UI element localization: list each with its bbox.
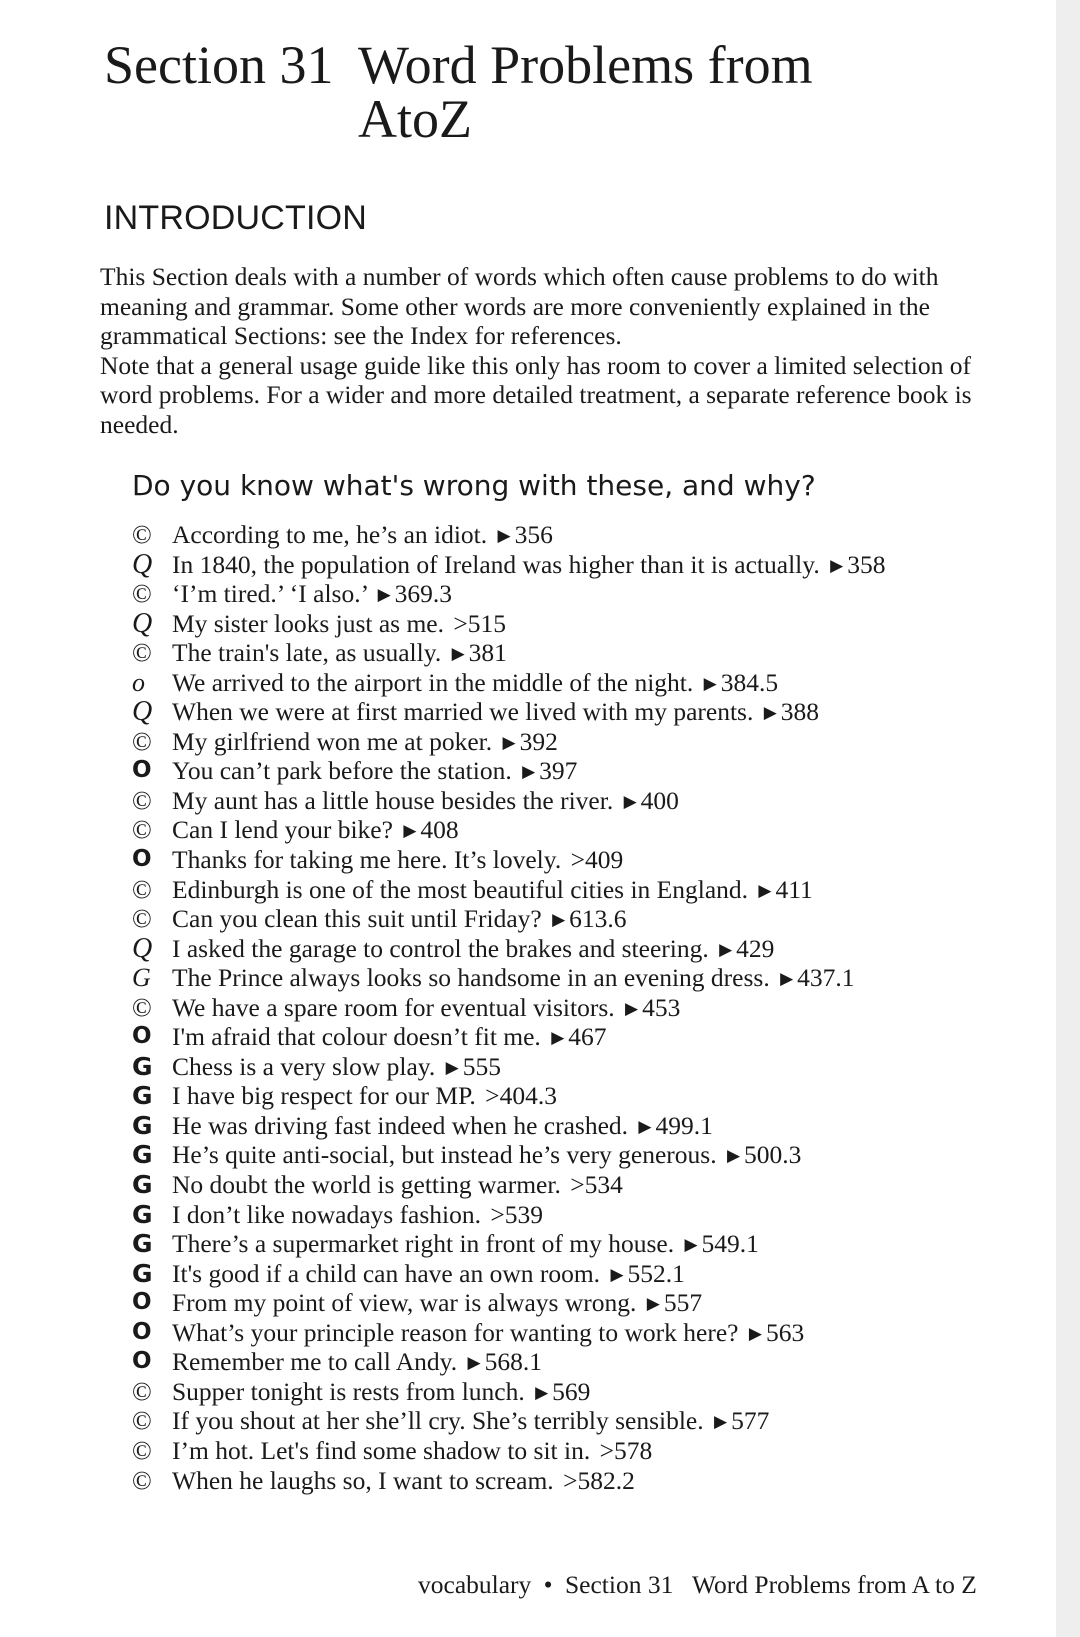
quiz-item-sentence: I’m hot. Let's find some shadow to sit in. — [172, 1435, 597, 1465]
quiz-item-reference: 500.3 — [744, 1140, 802, 1170]
quiz-item — [132, 1466, 885, 1496]
quiz-item — [132, 1347, 885, 1377]
quiz-item — [132, 993, 885, 1023]
quiz-item-sentence: I don’t like nowadays fashion. — [172, 1199, 488, 1229]
quiz-item-reference: 499.1 — [655, 1110, 713, 1140]
section-title-line-1: Word Problems from — [358, 35, 813, 95]
quiz-item-mark: Q — [132, 932, 153, 964]
pointer-triangle-icon: ▶ — [713, 1412, 728, 1432]
quiz-item-mark: © — [132, 1406, 152, 1436]
quiz-item-mark: G — [132, 1170, 153, 1200]
quiz-item-mark: © — [132, 992, 152, 1022]
quiz-item-mark: O — [132, 1023, 152, 1050]
quiz-item-sentence: We arrived to the airport in the middle of the night. — [172, 667, 700, 697]
quiz-item-sentence: Remember me to call Andy. — [172, 1347, 464, 1377]
quiz-item-mark: © — [132, 520, 152, 549]
quiz-item — [132, 934, 885, 964]
quiz-item — [132, 1259, 885, 1289]
quiz-item-reference: 384.5 — [720, 667, 779, 697]
quiz-item — [132, 520, 885, 550]
quiz-item — [132, 579, 885, 609]
quiz-item-mark: © — [132, 579, 152, 609]
quiz-item-mark: G — [132, 1229, 153, 1259]
quiz-item-reference: 568.1 — [484, 1347, 542, 1377]
quiz-item-sentence: There’s a supermarket right in front of my house. — [172, 1229, 681, 1259]
quiz-item-sentence: I asked the garage to control the brakes and steering. — [172, 933, 716, 963]
quiz-item-sentence: You can’t park before the station. — [172, 756, 519, 786]
quiz-item-reference: 613.6 — [569, 904, 627, 934]
section-title-line-2: AtoZ — [358, 89, 472, 149]
quiz-item-sentence: In 1840, the population of Ireland was higher than it is actually. — [172, 549, 827, 579]
quiz-item — [132, 1288, 885, 1318]
pointer-triangle-icon: ▶ — [445, 1057, 459, 1077]
section-number: Section 31 — [104, 35, 334, 95]
quiz-item-reference: 582.2 — [577, 1465, 635, 1495]
quiz-item-mark: Q — [132, 696, 153, 728]
quiz-item-mark: © — [132, 726, 152, 756]
quiz-item-sentence: He’s quite anti-social, but instead he’s very generous. — [172, 1140, 723, 1170]
footer-category: vocabulary — [418, 1570, 532, 1599]
quiz-item-mark: G — [132, 1110, 153, 1140]
pointer-triangle-icon: ▶ — [623, 791, 637, 811]
quiz-list — [132, 520, 885, 1495]
quiz-item — [132, 815, 885, 845]
pointer-arrow-icon: > — [485, 1081, 500, 1111]
page-footer — [418, 1570, 977, 1600]
quiz-item-sentence: What’s your principle reason for wanting to work here? — [172, 1317, 745, 1347]
quiz-heading: Do you know what's wrong with these, and why? — [132, 469, 816, 502]
pointer-triangle-icon: ▶ — [551, 1028, 565, 1048]
quiz-item — [132, 1377, 885, 1407]
quiz-item-reference: 577 — [731, 1406, 770, 1436]
quiz-item-reference: 539 — [504, 1199, 544, 1229]
quiz-item-reference: 534 — [584, 1170, 623, 1200]
quiz-item-reference: 356 — [514, 520, 553, 549]
quiz-item-reference: 555 — [462, 1051, 501, 1081]
pointer-triangle-icon: ▶ — [726, 1146, 741, 1166]
quiz-item-sentence: I'm afraid that colour doesn’t fit me. — [172, 1022, 548, 1052]
pointer-triangle-icon: ▶ — [451, 644, 465, 664]
quiz-item-mark: O — [132, 757, 152, 784]
quiz-item-reference: 408 — [420, 815, 459, 845]
quiz-item — [132, 1318, 885, 1348]
quiz-item-mark: G — [132, 1140, 153, 1170]
quiz-item-mark: © — [132, 1465, 152, 1495]
pointer-triangle-icon: ▶ — [625, 998, 639, 1018]
quiz-item-mark: Q — [132, 548, 153, 580]
quiz-item — [132, 1140, 885, 1170]
quiz-item-sentence: From my point of view, war is always wrong. — [172, 1288, 643, 1318]
pointer-triangle-icon: ▶ — [830, 555, 844, 575]
pointer-triangle-icon: ▶ — [377, 585, 391, 605]
quiz-item — [132, 638, 885, 668]
quiz-item-sentence: If you shout at her she’ll cry. She’s terribly sensible. — [172, 1406, 710, 1436]
footer-separator: • — [543, 1570, 553, 1599]
quiz-item-mark: G — [132, 1081, 153, 1111]
quiz-item-sentence: When we were at first married we lived with my parents. — [172, 697, 760, 727]
pointer-triangle-icon: ▶ — [646, 1294, 660, 1314]
quiz-item-mark: © — [132, 1376, 152, 1406]
quiz-item-mark: © — [132, 638, 152, 668]
footer-section: Section 31 — [564, 1570, 674, 1599]
pointer-arrow-icon: > — [490, 1199, 505, 1229]
quiz-item-mark: © — [132, 874, 152, 904]
pointer-triangle-icon: ▶ — [610, 1264, 624, 1284]
quiz-item — [132, 904, 885, 934]
quiz-item-reference: 411 — [775, 874, 813, 904]
pointer-triangle-icon: ▶ — [684, 1235, 698, 1255]
quiz-item-sentence: I have big respect for our MP. — [172, 1081, 483, 1111]
pointer-triangle-icon: ▶ — [758, 880, 772, 900]
pointer-arrow-icon: > — [563, 1465, 578, 1495]
quiz-item-reference: 578 — [614, 1435, 653, 1465]
footer-title: Word Problems from A to Z — [692, 1570, 977, 1599]
introduction-paragraph-2: Note that a general usage guide like this only has room to cover a limited selection of word problems. For a wider and more detailed treatment, a separate reference book is needed. — [100, 350, 972, 439]
quiz-item — [132, 609, 885, 639]
scrollbar[interactable] — [1056, 0, 1080, 1637]
quiz-item-sentence: Supper tonight is rests from lunch. — [172, 1376, 532, 1406]
quiz-item — [132, 963, 885, 993]
quiz-item-sentence: The train's late, as usually. — [172, 638, 448, 668]
quiz-item-sentence: It's good if a child can have an own room. — [172, 1258, 607, 1288]
pointer-triangle-icon: ▶ — [535, 1382, 549, 1402]
quiz-item-sentence: Thanks for taking me here. It’s lovely. — [172, 845, 568, 875]
quiz-item-reference: 397 — [539, 756, 578, 786]
pointer-arrow-icon: > — [453, 608, 468, 638]
quiz-item — [132, 1081, 885, 1111]
quiz-item-reference: 557 — [663, 1288, 703, 1318]
pointer-triangle-icon: ▶ — [467, 1353, 481, 1373]
quiz-item-sentence: My aunt has a little house besides the river. — [172, 785, 620, 815]
quiz-item-mark: o — [132, 667, 145, 697]
quiz-item-sentence: My sister looks just as me. — [172, 608, 451, 638]
quiz-item-reference: 569 — [552, 1376, 591, 1406]
quiz-item — [132, 786, 885, 816]
quiz-item-mark: Q — [132, 607, 153, 639]
quiz-item-reference: 392 — [519, 726, 558, 756]
pointer-triangle-icon: ▶ — [403, 821, 417, 841]
pointer-triangle-icon: ▶ — [552, 910, 566, 930]
quiz-item-mark: © — [132, 785, 152, 815]
pointer-arrow-icon: > — [570, 845, 586, 875]
section-title — [358, 35, 878, 149]
pointer-triangle-icon: ▶ — [638, 1116, 652, 1136]
quiz-item-sentence: Can I lend your bike? — [172, 815, 400, 845]
quiz-item — [132, 1229, 885, 1259]
pointer-arrow-icon: > — [570, 1170, 585, 1200]
introduction-text — [100, 262, 1000, 440]
quiz-item-reference: 549.1 — [701, 1229, 759, 1259]
quiz-item — [132, 550, 885, 580]
quiz-item — [132, 1406, 885, 1436]
quiz-item-reference: 381 — [468, 638, 507, 668]
quiz-item — [132, 727, 885, 757]
quiz-item-reference: 358 — [847, 549, 886, 579]
introduction-paragraph-1: This Section deals with a number of words which often cause problems to do with meaning and grammar. Some other words are more conveniently explained in the grammatical Sections: see the Index for references. — [100, 262, 939, 351]
quiz-item — [132, 1111, 885, 1141]
pointer-triangle-icon: ▶ — [502, 732, 516, 752]
quiz-item-sentence: We have a spare room for eventual visitors. — [172, 992, 622, 1022]
quiz-item-sentence: The Prince always looks so handsome in an evening dress. — [172, 963, 777, 993]
quiz-item-mark: O — [132, 1348, 152, 1375]
pointer-triangle-icon: ▶ — [719, 939, 733, 959]
pointer-triangle-icon: ▶ — [780, 969, 794, 989]
quiz-item — [132, 1022, 885, 1052]
pointer-arrow-icon: > — [599, 1435, 614, 1465]
quiz-item-sentence: He was driving fast indeed when he crashed. — [172, 1110, 635, 1140]
quiz-item — [132, 1436, 885, 1466]
quiz-item-sentence: Can you clean this suit until Friday? — [172, 904, 549, 934]
introduction-heading: INTRODUCTION — [104, 199, 368, 237]
quiz-item-reference: 369.3 — [394, 579, 453, 609]
quiz-item-mark: G — [132, 963, 151, 993]
quiz-item-reference: 453 — [642, 992, 681, 1022]
quiz-item-mark: O — [132, 1289, 152, 1316]
pointer-triangle-icon: ▶ — [522, 762, 536, 782]
quiz-item-reference: 404.3 — [499, 1081, 557, 1111]
quiz-item-mark: G — [132, 1051, 153, 1081]
quiz-item-reference: 409 — [585, 845, 624, 875]
quiz-item-mark: © — [132, 904, 152, 934]
quiz-item-mark: O — [132, 1318, 152, 1345]
pointer-triangle-icon: ▶ — [703, 673, 717, 693]
quiz-item — [132, 875, 885, 905]
quiz-item-sentence: ‘I’m tired.’ ‘I also.’ — [172, 579, 374, 609]
quiz-item-reference: 388 — [780, 697, 820, 727]
quiz-item-mark: G — [132, 1199, 153, 1229]
quiz-item-reference: 552.1 — [627, 1258, 685, 1288]
quiz-item — [132, 1200, 885, 1230]
quiz-item — [132, 756, 885, 786]
quiz-item-mark: © — [132, 1435, 152, 1465]
quiz-item-reference: 563 — [765, 1317, 805, 1347]
quiz-item-sentence: My girlfriend won me at poker. — [172, 726, 499, 756]
quiz-item-mark: G — [132, 1258, 153, 1288]
quiz-item-sentence: No doubt the world is getting warmer. — [172, 1170, 568, 1200]
quiz-item-reference: 437.1 — [797, 963, 855, 993]
quiz-item-sentence: When he laughs so, I want to scream. — [172, 1465, 561, 1495]
quiz-item — [132, 668, 885, 698]
quiz-item-mark: O — [132, 846, 152, 873]
quiz-item-reference: 429 — [736, 933, 775, 963]
quiz-item — [132, 1170, 885, 1200]
quiz-item-reference: 467 — [568, 1022, 607, 1052]
quiz-item-reference: 515 — [467, 608, 507, 638]
quiz-item-reference: 400 — [640, 785, 679, 815]
quiz-item — [132, 697, 885, 727]
quiz-item-sentence: Chess is a very slow play. — [172, 1051, 442, 1081]
pointer-triangle-icon: ▶ — [748, 1323, 762, 1343]
quiz-item — [132, 845, 885, 875]
pointer-triangle-icon: ▶ — [763, 703, 777, 723]
quiz-item-sentence: Edinburgh is one of the most beautiful cities in England. — [172, 874, 755, 904]
quiz-item-sentence: According to me, he’s an idiot. — [172, 520, 494, 549]
quiz-item-mark: © — [132, 815, 152, 845]
quiz-item — [132, 1052, 885, 1082]
pointer-triangle-icon: ▶ — [497, 526, 511, 545]
